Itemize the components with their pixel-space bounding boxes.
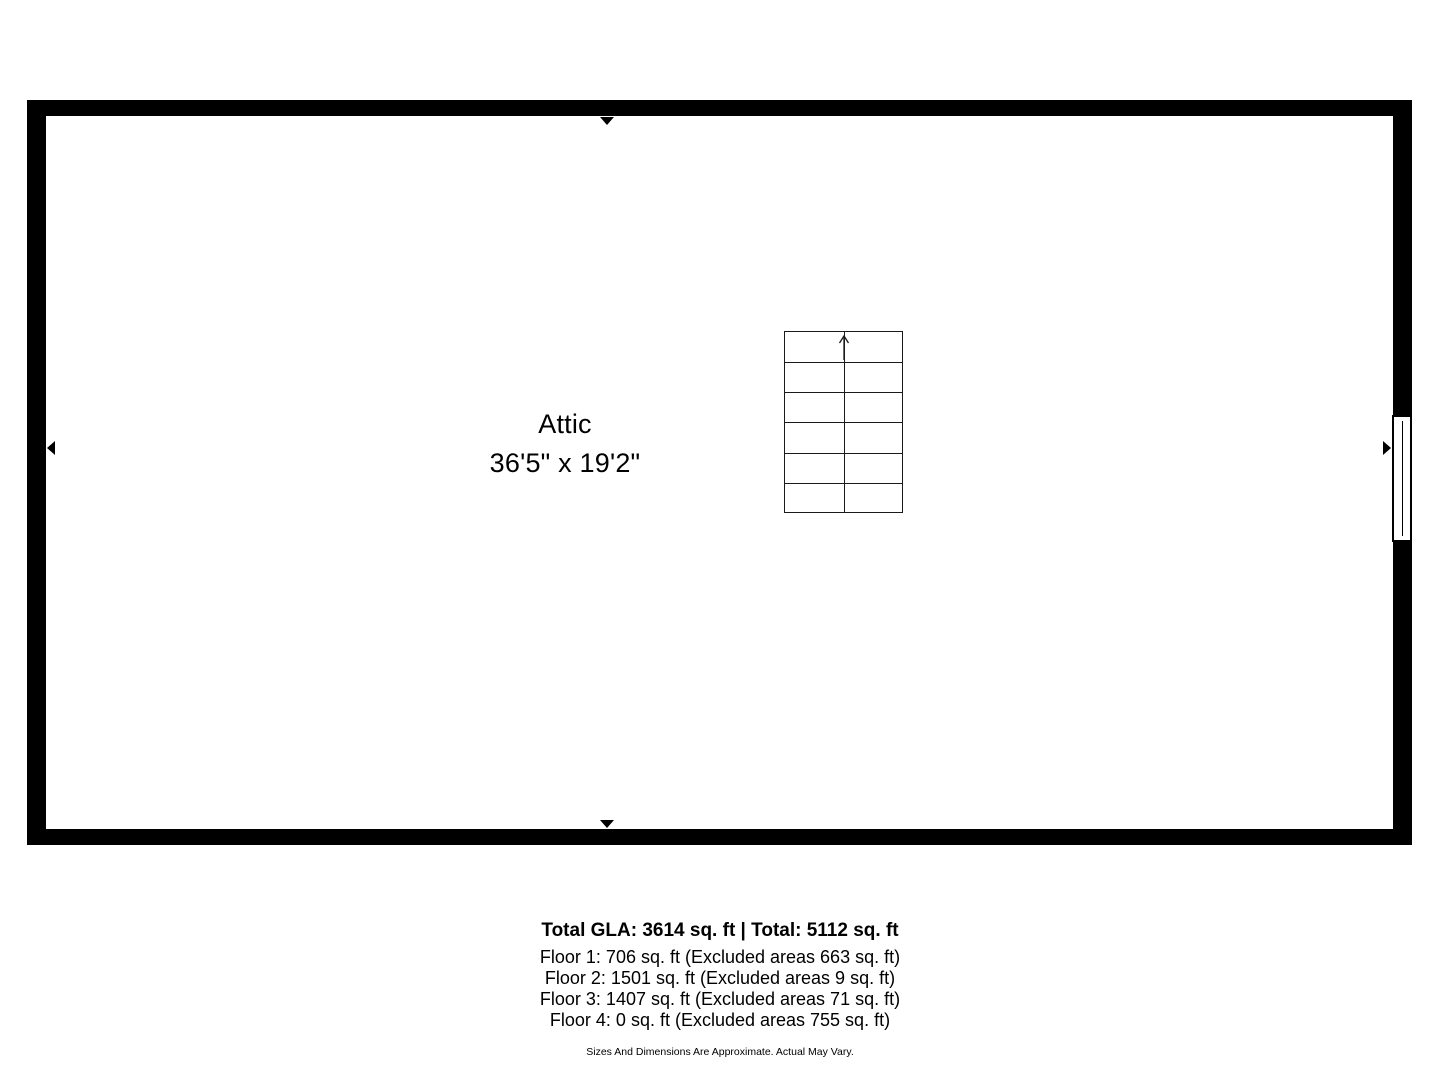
attic-interior: [46, 116, 1393, 829]
stair-tread: [785, 453, 902, 454]
stair-tread: [785, 483, 902, 484]
floor-area-line: Floor 3: 1407 sq. ft (Excluded areas 71 sq. ft): [539, 989, 901, 1010]
wall-opening-marker-right: [1383, 441, 1391, 455]
room-dimensions: 36'5" x 19'2": [489, 447, 641, 478]
floor-area-line: Floor 1: 706 sq. ft (Excluded areas 663 sq. ft): [539, 947, 901, 967]
window-pane-divider: [1402, 421, 1403, 536]
stair-tread: [785, 422, 902, 423]
floor-area-line: Floor 4: 0 sq. ft (Excluded areas 755 sq. ft): [549, 1010, 891, 1031]
attic-outer-wall: [27, 100, 1412, 845]
disclaimer-text: Sizes And Dimensions Are Approximate. Actual May Vary.: [586, 1046, 854, 1059]
stairs-up-arrow-icon: [837, 334, 851, 360]
stair-tread: [785, 392, 902, 393]
window-right-wall: [1392, 415, 1412, 542]
room-name: Attic: [538, 409, 592, 439]
wall-opening-marker-bottom: [600, 820, 614, 828]
total-gla-line: Total GLA: 3614 sq. ft | Total: 5112 sq. ft: [541, 920, 899, 941]
room-label-attic: [420, 408, 710, 481]
wall-opening-marker-left: [47, 441, 55, 455]
floor-area-line: Floor 2: 1501 sq. ft (Excluded areas 9 sq. ft): [544, 968, 896, 989]
wall-opening-marker-top: [600, 117, 614, 125]
area-summary: [0, 920, 1440, 1058]
stair-tread: [785, 362, 902, 363]
staircase: [784, 331, 903, 513]
